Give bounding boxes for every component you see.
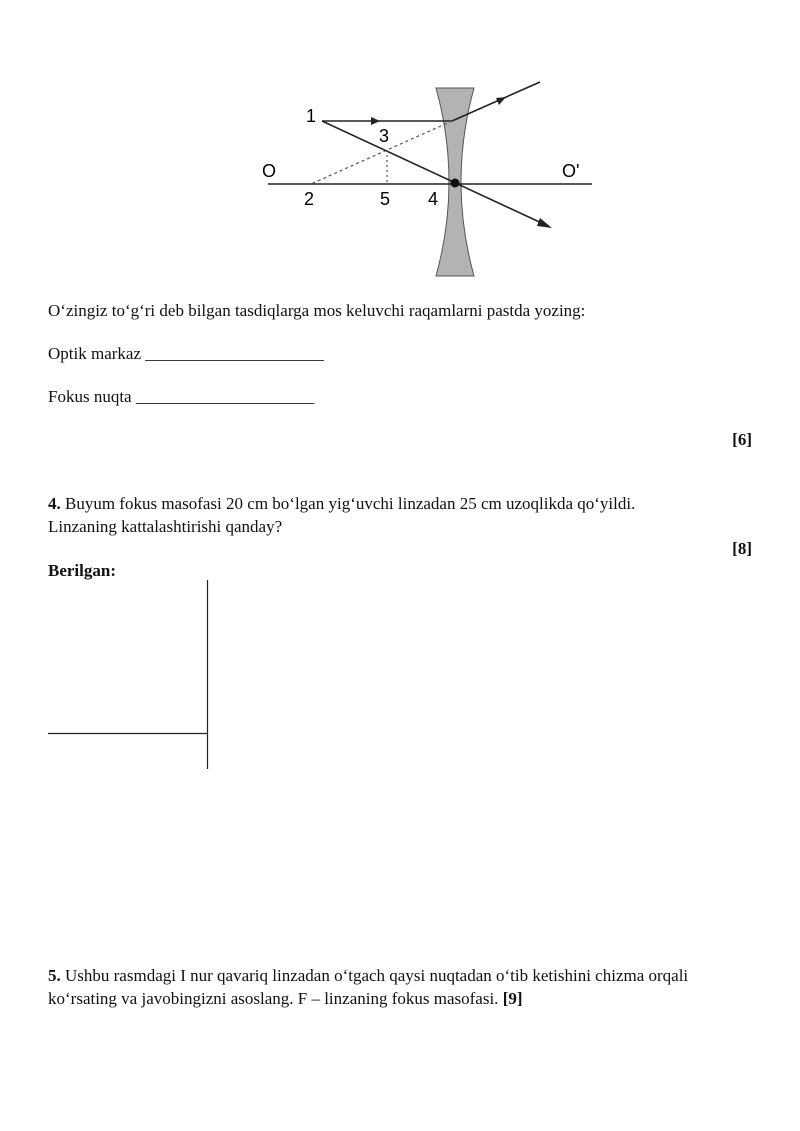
- q4-line1: Buyum fokus masofasi 20 cm bo‘lgan yig‘uvchi linzadan 25 cm uzoqlikda qo‘yildi.: [60, 494, 636, 513]
- q5-marks: [9]: [502, 989, 523, 1008]
- label-5: 5: [380, 189, 391, 209]
- label-axis-o-prime: O': [562, 161, 580, 181]
- focus-point-answer: Fokus nuqta _____________________: [48, 387, 315, 406]
- label-axis-o: O: [262, 161, 277, 181]
- ray-arrow-icon: [371, 117, 380, 125]
- label-2: 2: [304, 189, 315, 209]
- lens-diagram: [0, 0, 800, 290]
- given-label: Berilgan:: [48, 561, 116, 580]
- instruction-text: O‘zingiz to‘g‘ri deb bilgan tasdiqlarga mos keluvchi raqamlarni pastda yozing:: [48, 301, 586, 320]
- q5-text-line1: [48, 965, 688, 987]
- refracted-ray-arrow-icon: [496, 97, 506, 105]
- q5-text-line2: [48, 988, 523, 1010]
- label-3: 3: [379, 126, 390, 146]
- central-ray: [322, 121, 548, 226]
- q3-marks: [6]: [732, 430, 752, 449]
- central-ray-arrow-icon: [537, 218, 552, 228]
- q4-number: 4.: [48, 494, 61, 513]
- optical-center-dot: [451, 179, 460, 188]
- label-1: 1: [306, 106, 317, 126]
- label-4: 4: [428, 189, 439, 209]
- q5-number: 5.: [48, 966, 61, 985]
- q4-marks: [8]: [732, 539, 752, 558]
- q5-line1: Ushbu rasmdagi I nur qavariq linzadan o‘tgach qaysi nuqtadan o‘tib ketishini chizma orqali: [60, 966, 689, 985]
- optical-center-answer: Optik markaz _____________________: [48, 344, 324, 363]
- q5-line2: ko‘rsating va javobingizni asoslang. F – linzaning fokus masofasi.: [48, 989, 503, 1008]
- q4-text-line2: Linzaning kattalashtirishi qanday?: [48, 517, 283, 536]
- q4-text-line1: [48, 493, 635, 515]
